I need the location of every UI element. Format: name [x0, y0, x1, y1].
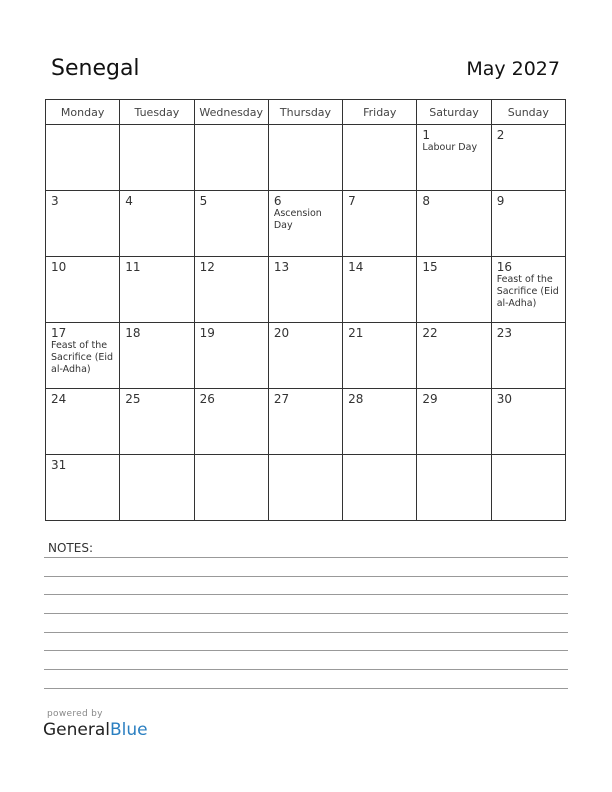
day-number: 18 [125, 326, 141, 340]
day-cell [194, 191, 268, 257]
day-cell [268, 455, 342, 521]
day-cell [417, 191, 491, 257]
week-row [46, 323, 566, 389]
day-number: 6 [273, 194, 282, 208]
day-number: 21 [348, 326, 364, 340]
day-number: 24 [51, 392, 67, 406]
day-number: 2 [496, 128, 505, 142]
day-cell [491, 257, 565, 323]
notes-line [44, 557, 568, 558]
day-number: 12 [199, 260, 215, 274]
day-number: 31 [51, 458, 67, 472]
powered-by-text: powered by [47, 709, 103, 719]
day-number: 17 [51, 326, 67, 340]
day-number: 22 [422, 326, 438, 340]
day-number: 14 [348, 260, 364, 274]
country-title: Senegal [51, 56, 140, 81]
day-number: 11 [125, 260, 141, 274]
notes-line [44, 576, 568, 577]
day-cell [46, 323, 120, 389]
week-row [46, 257, 566, 323]
day-cell [417, 455, 491, 521]
day-cell [417, 389, 491, 455]
day-cell [417, 323, 491, 389]
day-cell [46, 257, 120, 323]
day-number: 28 [348, 392, 364, 406]
weekday-header: Thursday [268, 100, 342, 125]
day-cell [46, 125, 120, 191]
day-number: 8 [422, 194, 431, 208]
day-cell [194, 257, 268, 323]
day-cell [268, 323, 342, 389]
holiday-label: Ascension Day [273, 208, 322, 231]
day-cell [120, 125, 194, 191]
weekday-header: Tuesday [120, 100, 194, 125]
day-cell [120, 257, 194, 323]
weekday-header: Wednesday [194, 100, 268, 125]
weekday-header: Friday [343, 100, 417, 125]
day-cell [491, 455, 565, 521]
day-number: 5 [199, 194, 208, 208]
day-cell [491, 191, 565, 257]
day-cell [491, 323, 565, 389]
day-cell [46, 455, 120, 521]
notes-line [44, 632, 568, 633]
notes-line [44, 650, 568, 651]
day-number: 9 [496, 194, 505, 208]
week-row [46, 191, 566, 257]
holiday-label: Labour Day [422, 142, 478, 153]
day-cell [120, 191, 194, 257]
notes-line [44, 594, 568, 595]
day-cell [491, 389, 565, 455]
day-number: 13 [273, 260, 290, 274]
day-cell [194, 125, 268, 191]
calendar-grid [45, 99, 566, 521]
day-number: 15 [422, 260, 438, 274]
day-number: 29 [422, 392, 438, 406]
week-row [46, 455, 566, 521]
day-cell [268, 257, 342, 323]
day-cell [343, 323, 417, 389]
brand-blue-text: Blue [110, 720, 148, 740]
day-cell [343, 257, 417, 323]
day-cell [343, 191, 417, 257]
notes-line [44, 669, 568, 670]
day-cell [343, 125, 417, 191]
day-cell [343, 455, 417, 521]
day-number: 1 [422, 128, 431, 142]
day-number: 23 [496, 326, 512, 340]
holiday-label: Feast of the Sacrifice (Eid al-Adha) [51, 340, 114, 375]
day-cell [194, 455, 268, 521]
weekday-header: Sunday [491, 100, 565, 125]
day-cell [491, 125, 565, 191]
week-row [46, 389, 566, 455]
day-number: 27 [273, 392, 290, 406]
day-cell [46, 389, 120, 455]
day-cell [120, 323, 194, 389]
brand-general-text: General [43, 720, 110, 740]
generalblue-logo[interactable] [43, 720, 148, 740]
day-number: 4 [125, 194, 133, 208]
holiday-label: Feast of the Sacrifice (Eid al-Adha) [496, 274, 559, 309]
day-number: 7 [348, 194, 356, 208]
day-cell [268, 125, 342, 191]
day-cell [343, 389, 417, 455]
week-row [46, 125, 566, 191]
day-cell [120, 389, 194, 455]
day-cell [120, 455, 194, 521]
day-number: 16 [496, 260, 512, 274]
day-number: 25 [125, 392, 141, 406]
day-cell [417, 125, 491, 191]
day-cell [417, 257, 491, 323]
day-cell [268, 191, 342, 257]
day-cell [268, 389, 342, 455]
notes-label: NOTES: [48, 541, 93, 555]
weekday-header: Saturday [417, 100, 491, 125]
day-number: 3 [51, 194, 59, 208]
day-cell [194, 323, 268, 389]
day-number: 30 [496, 392, 512, 406]
day-cell [46, 191, 120, 257]
day-number: 20 [273, 326, 290, 340]
weekday-header: Monday [46, 100, 120, 125]
day-number: 26 [199, 392, 215, 406]
day-number: 19 [199, 326, 215, 340]
month-year-title: May 2027 [466, 58, 560, 80]
notes-line [44, 613, 568, 614]
day-number: 10 [51, 260, 67, 274]
day-cell [194, 389, 268, 455]
weekday-header-row [46, 100, 566, 125]
notes-line [44, 688, 568, 689]
